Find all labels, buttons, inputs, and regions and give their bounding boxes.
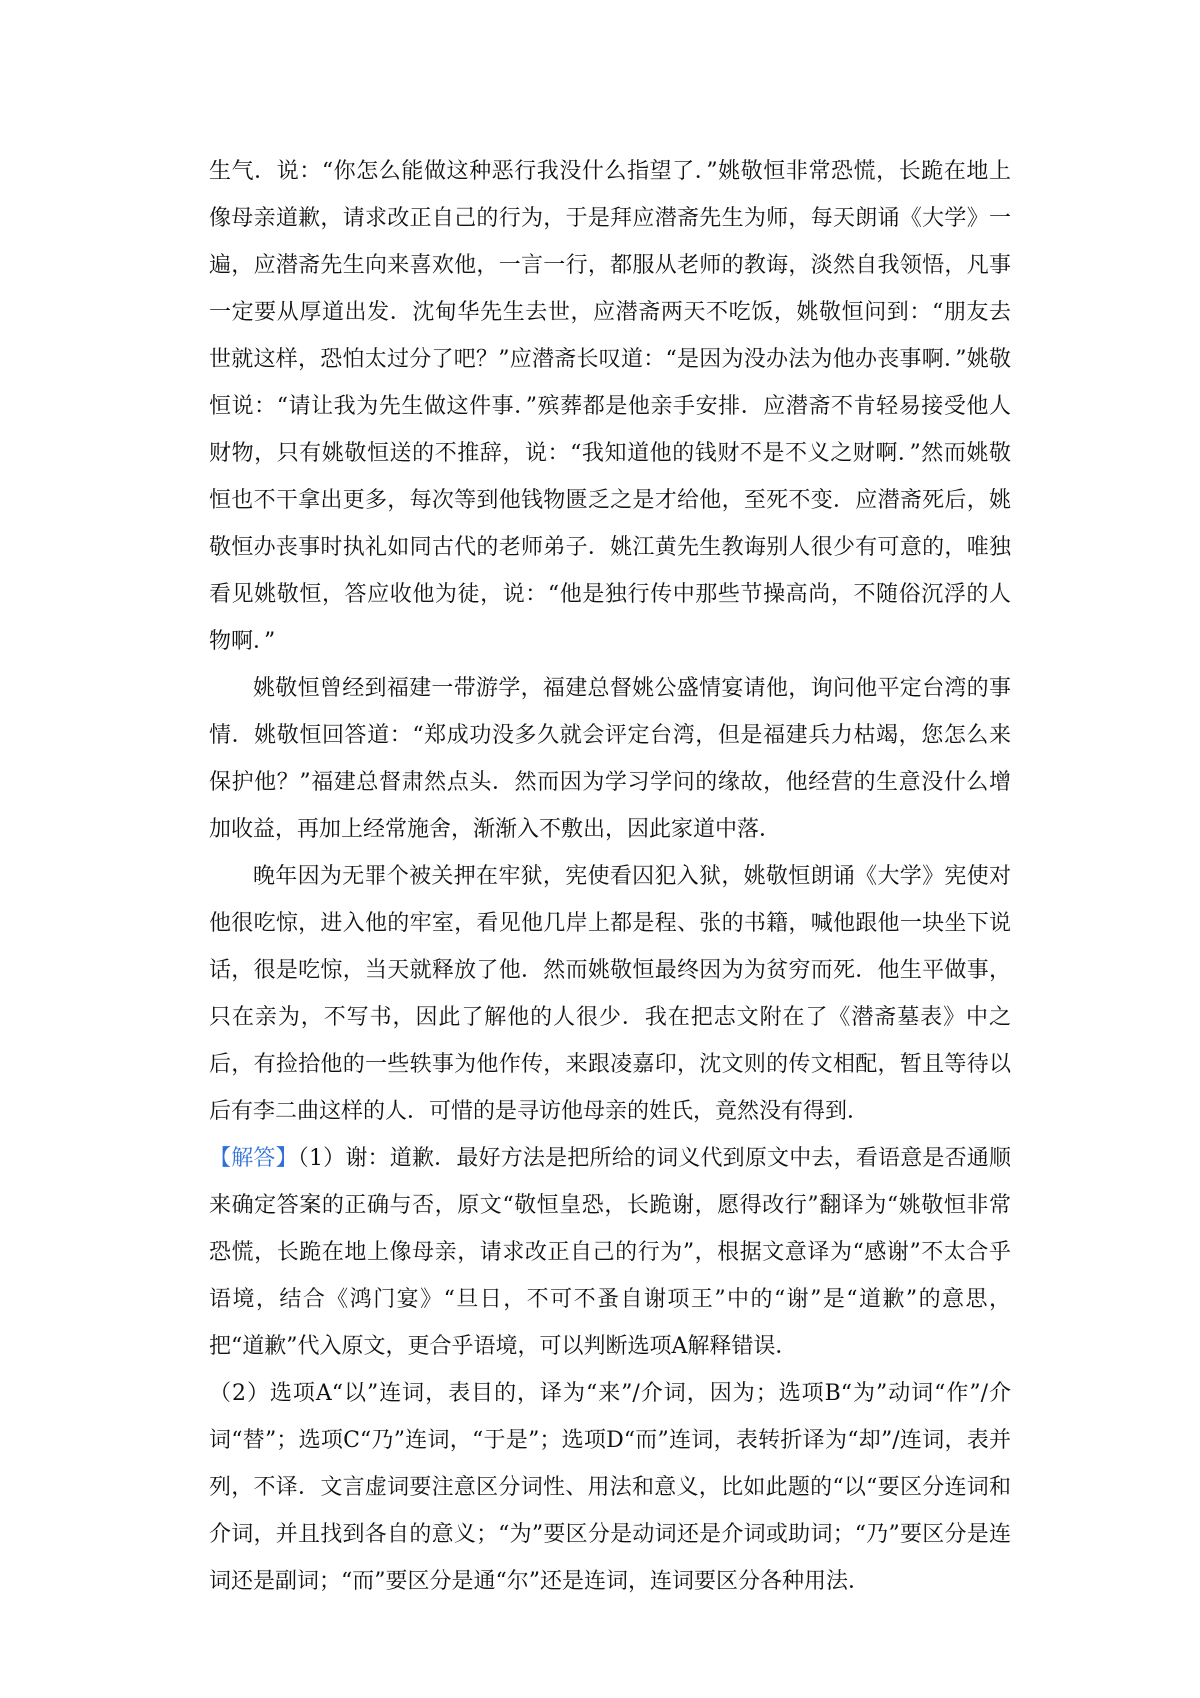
document-page [209, 148, 1011, 1605]
paragraph-1: 生气．说：“你怎么能做这种恶行我没什么指望了．”姚敬恒非常恐慌，长跪在地上像母亲道歉，请求改正自己的行为，于是拜应潜斋先生为师，每天朗诵《大学》一遍，应潜斋先生向来喜欢他，一言一行，都服从老师的教诲，淡然自我领悟，凡事一定要从厚道出发．沈甸华先生去世，应潜斋两天不吃饭，姚敬恒问到：“朋友去世就这样，恐怕太过分了吧？”应潜斋长叹道：“是因为没办法为他办丧事啊．”姚敬恒说：“请让我为先生做这件事．”殡葬都是他亲手安排．应潜斋不肯轻易接受他人财物，只有姚敬恒送的不推辞，说：“我知道他的钱财不是不义之财啊．”然而姚敬恒也不干拿出更多，每次等到他钱物匮乏之是才给他，至死不变．应潜斋死后，姚敬恒办丧事时执礼如同古代的老师弟子．姚江黄先生教诲别人很少有可意的，唯独看见姚敬恒，答应收他为徒，说：“他是独行传中那些节操高尚，不随俗沉浮的人物啊．” [209, 159, 1011, 654]
paragraph-2: 姚敬恒曾经到福建一带游学，福建总督姚公盛情宴请他，询问他平定台湾的事情．姚敬恒回答道：“郑成功没多久就会评定台湾，但是福建兵力枯竭，您怎么来保护他？”福建总督肃然点头．然而因为学习学问的缘故，他经营的生意没什么增加收益，再加上经常施舍，渐渐入不敷出，因此家道中落． [209, 676, 1011, 842]
answer-part-1 [209, 1135, 1011, 1370]
answer-part-2: （2）选项A“以”连词，表目的，译为“来”/介词，因为；选项B“为”动词“作”/介词“替”；选项C“乃”连词，“于是”；选项D“而”连词，表转折译为“却”/连词，表并列，不译．文言虚词要注意区分词性、用法和意义，比如此题的“以“要区分连词和介词，并且找到各自的意义；“为”要区分是动词还是介词或助词；“乃”要区分是连词还是副词；“而”要区分是通“尔”还是连词，连词要区分各种用法． [209, 1381, 1011, 1594]
answer-part-1-text: （1）谢：道歉．最好方法是把所给的词义代到原文中去，看语意是否通顺来确定答案的正确与否，原文“敬恒皇恐，长跪谢，愿得改行”翻译为“姚敬恒非常恐慌，长跪在地上像母亲，请求改正自己的行为”，根据文意译为“感谢”不太合乎语境，结合《鸿门宴》“旦日，不可不蚤自谢项王”中的“谢”是“道歉”的意思，把“道歉”代入原文，更合乎语境，可以判断选项A解释错误． [209, 1146, 1011, 1359]
paragraph-3: 晚年因为无罪个被关押在牢狱，宪使看囚犯入狱，姚敬恒朗诵《大学》宪使对他很吃惊，进入他的牢室，看见他几岸上都是程、张的书籍，喊他跟他一块坐下说话，很是吃惊，当天就释放了他．然而姚敬恒最终因为为贫穷而死．他生平做事，只在亲为，不写书，因此了解他的人很少．我在把志文附在了《潜斋墓表》中之后，有捡拾他的一些轶事为他作传，来跟凌嘉印，沈文则的传文相配，暂且等待以后有李二曲这样的人．可惜的是寻访他母亲的姓氏，竟然没有得到． [209, 864, 1011, 1124]
answer-tag: 【解答】 [209, 1146, 298, 1171]
